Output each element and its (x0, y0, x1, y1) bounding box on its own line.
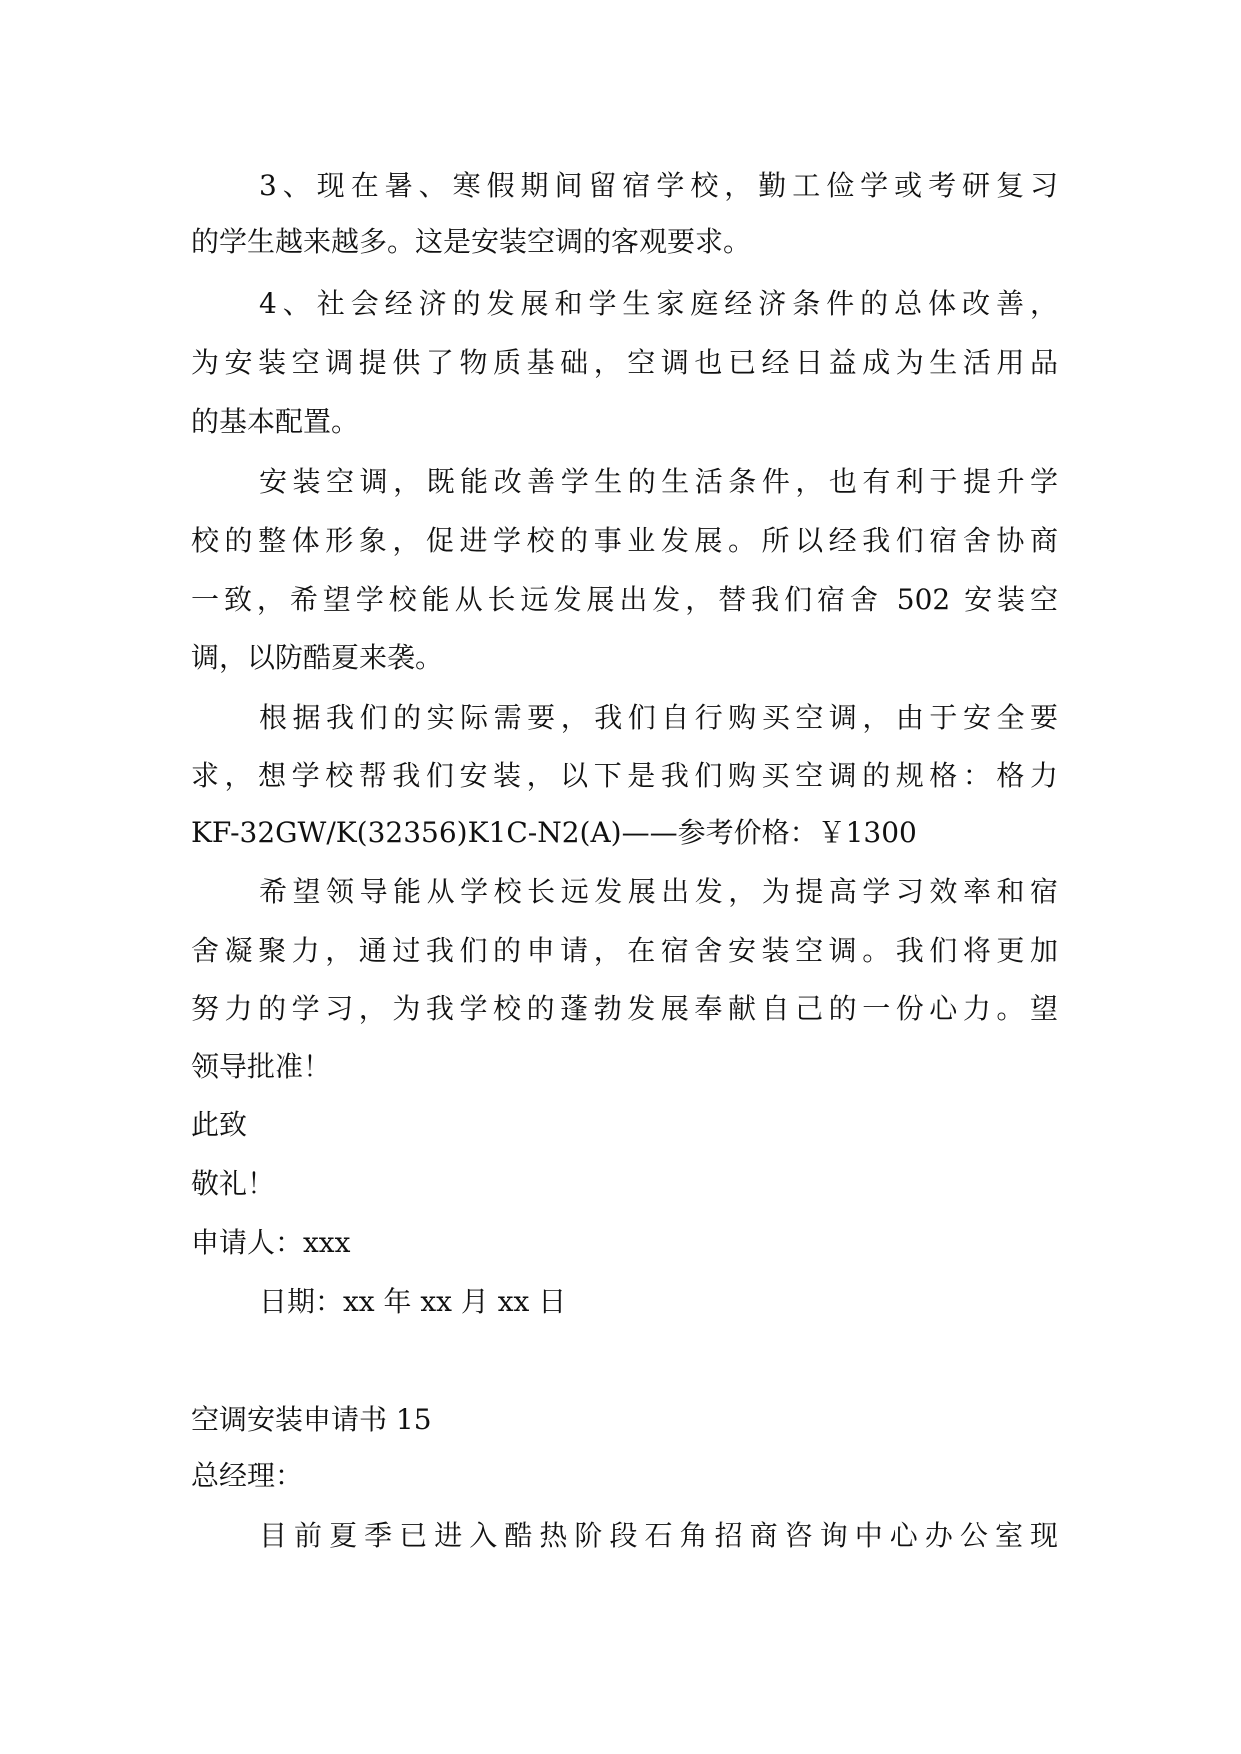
text-line: 校的整体形象，促进学校的事业发展。所以经我们宿舍协商 (191, 524, 1058, 557)
text-line: 根据我们的实际需要，我们自行购买空调，由于安全要 (259, 701, 1058, 734)
text-line: 希望领导能从学校长远发展出发，为提高学习效率和宿 (259, 875, 1058, 908)
text-line: 的学生越来越多。这是安装空调的客观要求。 (191, 225, 752, 258)
text-line: 舍凝聚力，通过我们的申请，在宿舍安装空调。我们将更加 (191, 934, 1058, 967)
text-line: 4、社会经济的发展和学生家庭经济条件的总体改善， (259, 287, 1058, 320)
text-line: 为安装空调提供了物质基础，空调也已经日益成为生活用品 (191, 346, 1058, 379)
text-line: 目前夏季已进入酷热阶段石角招商咨询中心办公室现 (259, 1519, 1058, 1552)
text-line: 3、现在暑、寒假期间留宿学校，勤工俭学或考研复习 (259, 169, 1058, 202)
text-line: 努力的学习，为我学校的蓬勃发展奉献自己的一份心力。望 (191, 992, 1058, 1025)
text-line: 领导批准！ (191, 1050, 332, 1083)
text-line: 安装空调，既能改善学生的生活条件，也有利于提升学 (259, 465, 1058, 498)
salutation-text: 敬礼！ (191, 1167, 276, 1200)
closing-text: 此致 (191, 1108, 248, 1141)
recipient-line: 总经理： (191, 1459, 304, 1492)
applicant-line: 申请人：xxx (191, 1226, 351, 1259)
date-line: 日期：xx 年 xx 月 xx 日 (259, 1285, 567, 1318)
text-line: 一致，希望学校能从长远发展出发，替我们宿舍 502 安装空 (191, 583, 1058, 616)
text-line: 的基本配置。 (191, 405, 360, 438)
text-line: 调，以防酷夏来袭。 (191, 641, 444, 674)
text-line: KF-32GW/K(32356)K1C-N2(A)——参考价格：￥1300 (191, 816, 917, 849)
section-title: 空调安装申请书 15 (191, 1403, 432, 1436)
text-line: 求，想学校帮我们安装，以下是我们购买空调的规格：格力 (191, 759, 1058, 792)
